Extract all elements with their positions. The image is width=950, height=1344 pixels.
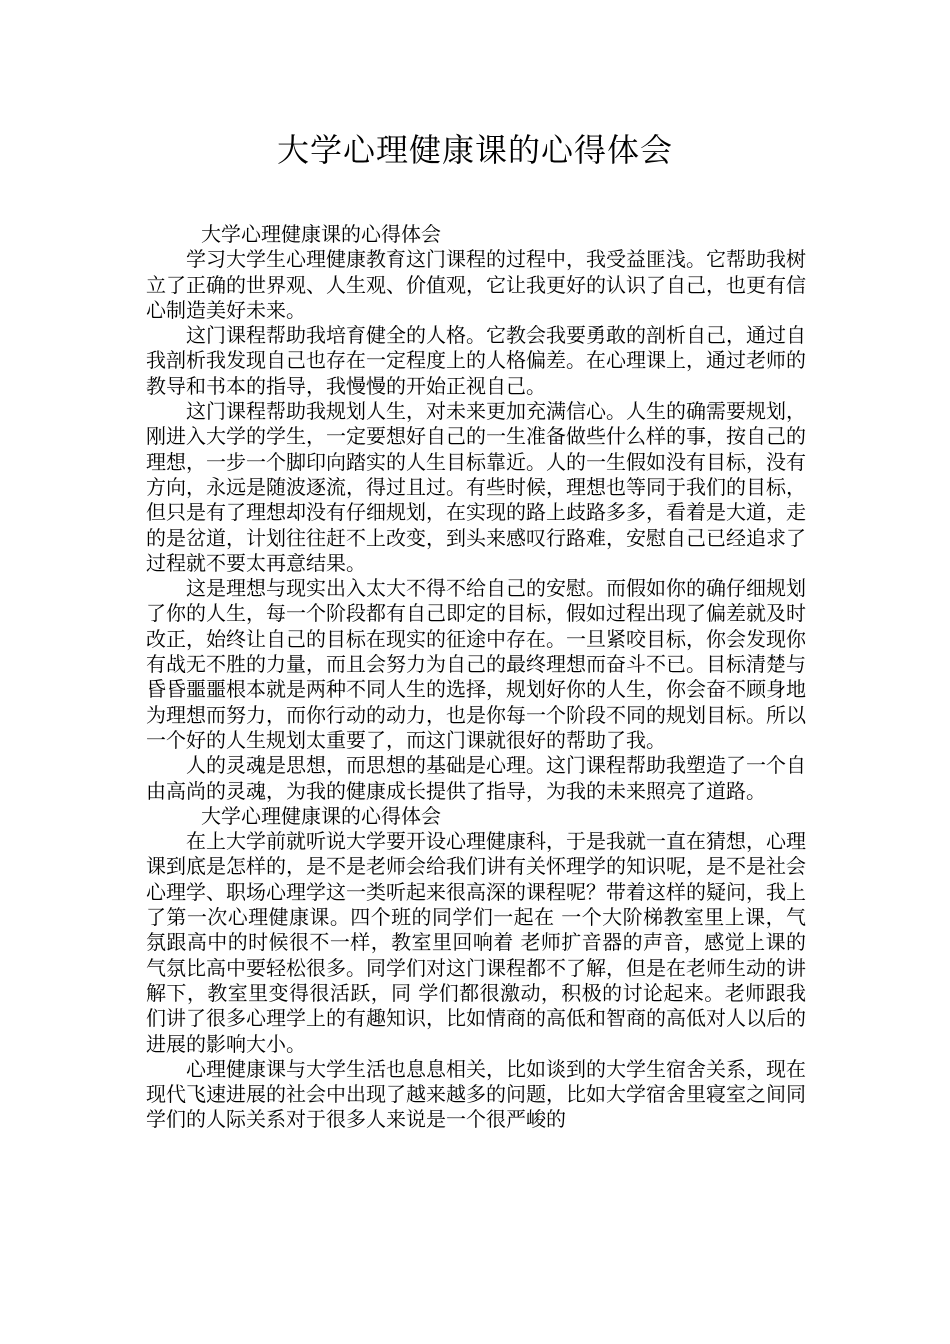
paragraph: 在上大学前就听说大学要开设心理健康科，于是我就一直在猜想，心理课到底是怎样的，是不是老师会给我们讲有关怀理学的知识呢，是不是社会心理学、职场心理学这一类听起来很高深的课程呢？带着这样的疑问，我上了第一次心理健康课。四个班的同学们一起在 一个大阶梯教室里上课，气氛跟高中的时候很不一样，教室里回响着 老师扩音器的声音，感觉上课的气氛比高中要轻松很多。同学们对这门课程都不了解，但是在老师生动的讲解下，教室里变得很活跃，同 学们都很激动，积极的讨论起来。老师跟我们讲了很多心理学上的有趣知识，比如情商的高低和智商的高低对人以后的进展的影响大小。 xyxy=(146,829,806,1056)
document-title: 大学心理健康课的心得体会 xyxy=(276,131,673,169)
paragraph: 人的灵魂是思想，而思想的基础是心理。这门课程帮助我塑造了一个自由高尚的灵魂，为我的健康成长提供了指导，为我的未来照亮了道路。 xyxy=(146,753,806,803)
paragraph: 学习大学生心理健康教育这门课程的过程中，我受益匪浅。它帮助我树立了正确的世界观、人生观、价值观，它让我更好的认识了自己，也更有信心制造美好未来。 xyxy=(146,247,806,322)
paragraph: 心理健康课与大学生活也息息相关，比如谈到的大学生宿舍关系，现在现代飞速进展的社会中出现了越来越多的问题，比如大学宿舍里寝室之间同学们的人际关系对于很多人来说是一个很严峻的 xyxy=(146,1056,806,1132)
paragraph: 这是理想与现实出入太大不得不给自己的安慰。而假如你的确仔细规划了你的人生，每一个阶段都有自己即定的目标，假如过程出现了偏差就及时改正，始终让自己的目标在现实的征途中存在。一旦紧咬目标，你会发现你有战无不胜的力量，而且会努力为自己的最终理想而奋斗不已。目标清楚与昏昏噩噩根本就是两种不同人生的选择，规划好你的人生，你会奋不顾身地为理想而努力，而你行动的动力，也是你每一个阶段不同的规划目标。所以一个好的人生规划太重要了，而这门课就很好的帮助了我。 xyxy=(146,576,806,752)
section-heading: 大学心理健康课的心得体会 xyxy=(201,803,441,828)
paragraph: 这门课程帮助我规划人生，对未来更加充满信心。人生的确需要规划，刚进入大学的学生，一定要想好自己的一生准备做些什么样的事，按自己的理想，一步一个脚印向踏实的人生目标靠近。人的一生假如没有目标，没有方向，永远是随波逐流，得过且过。有些时候，理想也等同于我们的目标，但只是有了理想却没有仔细规划，在实现的路上歧路多多，看着是大道，走的是岔道，计划往往赶不上改变，到头来感叹行路难，安慰自己已经追求了过程就不要太再意结果。 xyxy=(146,399,806,575)
section-heading: 大学心理健康课的心得体会 xyxy=(201,222,441,246)
paragraph: 这门课程帮助我培育健全的人格。它教会我要勇敢的剖析自己，通过自我剖析我发现自己也存在一定程度上的人格偏差。在心理课上，通过老师的教导和书本的指导，我慢慢的开始正视自己。 xyxy=(146,323,806,398)
document-body xyxy=(146,222,806,1133)
